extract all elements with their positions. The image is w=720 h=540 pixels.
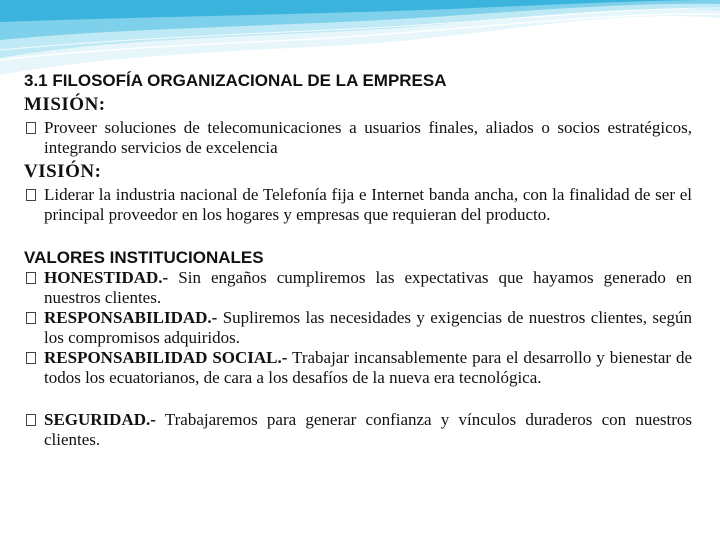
square-bullet-icon [26,189,36,201]
valor-text: Supliremos las necesidades y exigencias de nuestros clientes, según los compromisos adquiridos. [44,308,692,347]
vision-item [24,185,692,225]
valor-item-responsabilidad-social [24,348,692,388]
page-title: 3.1 FILOSOFÍA ORGANIZACIONAL DE LA EMPRESA [24,71,447,90]
mision-item [24,118,692,158]
valor-label: RESPONSABILIDAD.- [44,308,218,327]
square-bullet-icon [26,122,36,134]
valor-item-honestidad [24,268,692,308]
valor-label: SEGURIDAD.- [44,410,156,429]
document-body [24,70,692,450]
valor-item-seguridad [24,410,692,450]
mision-title: MISIÓN: [24,94,106,115]
valor-item-responsabilidad [24,308,692,348]
vision-text: Liderar la industria nacional de Telefonía fija e Internet banda ancha, con la finalidad de ser el principal proveedor en los hogares y empresas que requieran del producto. [44,185,692,224]
valor-text: Sin engaños cumpliremos las expectativas que hayamos generado en nuestros clientes. [44,268,692,307]
square-bullet-icon [26,352,36,364]
valor-label: HONESTIDAD.- [44,268,169,287]
valor-text: Trabajar incansablemente para el desarrollo y bienestar de todos los ecuatorianos, de cara a los desafíos de la nueva era tecnológica. [44,348,693,387]
square-bullet-icon [26,414,36,426]
square-bullet-icon [26,272,36,284]
header-wave-decoration [0,0,720,80]
valor-label: RESPONSABILIDAD SOCIAL.- [44,348,288,367]
square-bullet-icon [26,312,36,324]
valor-text: Trabajaremos para generar confianza y vínculos duraderos con nuestros clientes. [44,410,692,449]
vision-title: VISIÓN: [24,161,102,182]
valores-title: VALORES INSTITUCIONALES [24,248,264,267]
mision-text: Proveer soluciones de telecomunicaciones a usuarios finales, aliados o socios estratégicos, integrando servicios de excelencia [44,118,692,157]
